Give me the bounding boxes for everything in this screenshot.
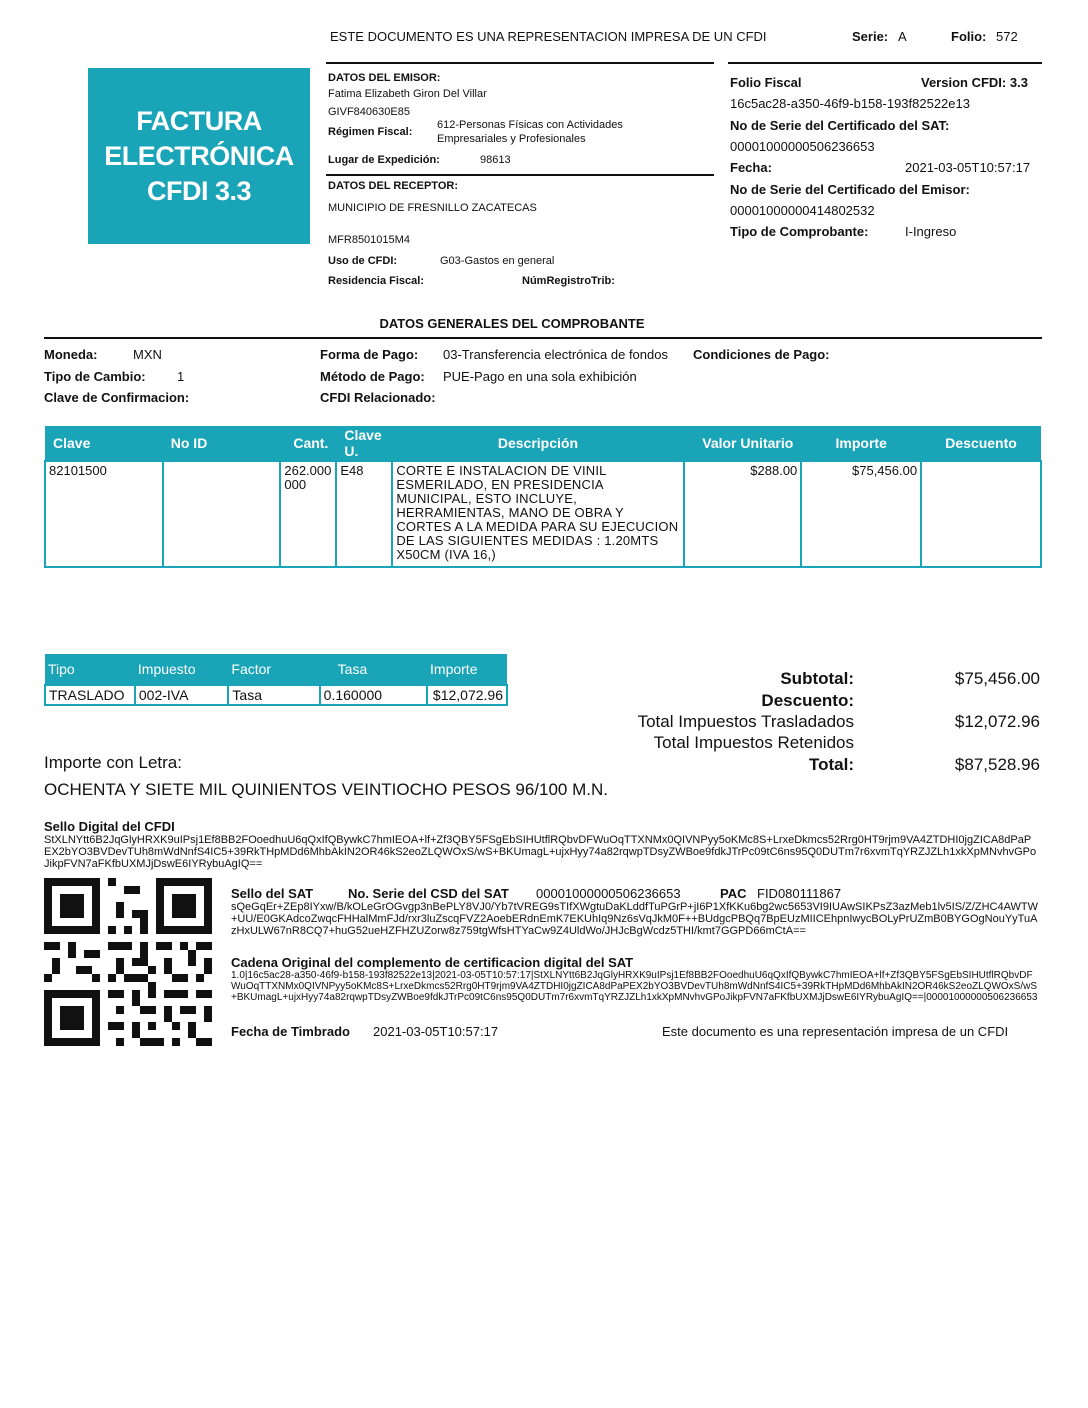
cell-descripcion: CORTE E INSTALACION DE VINIL ESMERILADO, EN PRESIDENCIA MUNICIPAL, ESTO INCLUYE, HERRAMIENTAS, MANO DE OBRA Y CORTES A LA MEDIDA PARA SU EJECUCION DE LAS SIGUIENTES MEDIDAS : 1.20MTS X50CM (IVA 16,) (392, 461, 683, 567)
emisor-top-rule (326, 62, 714, 64)
tipo-cambio-value: 1 (177, 369, 185, 384)
emisor-title: DATOS DEL EMISOR: (328, 72, 441, 84)
footer-note: Este documento es una representación impresa de un CFDI (662, 1024, 1009, 1039)
emisor-name: Fatima Elizabeth Giron Del Villar (328, 88, 487, 100)
receptor-title: DATOS DEL RECEPTOR: (328, 180, 458, 192)
cert-sat-label: No de Serie del Certificado del SAT: (730, 118, 950, 133)
logo-line-1: FACTURA (136, 105, 262, 136)
factura-logo (88, 68, 310, 244)
logo-line-3: CFDI 3.3 (146, 175, 252, 206)
tax-col-tasa: Tasa (320, 654, 427, 685)
cell-clave-u: E48 (336, 461, 392, 567)
cert-emisor-label: No de Serie del Certificado del Emisor: (730, 182, 970, 197)
cert-emisor-value: 00001000000414802532 (730, 203, 875, 218)
tipo-comprobante-value: I-Ingreso (905, 224, 957, 239)
tax-cell-tipo: TRASLADO (45, 685, 135, 705)
sello-cfdi-label: Sello Digital del CFDI (44, 819, 175, 834)
generales-title: DATOS GENERALES DEL COMPROBANTE (379, 316, 645, 331)
serie-label: Serie: (852, 29, 889, 44)
regimen-label: Régimen Fiscal: (328, 126, 413, 138)
emisor-rfc: GIVF840630E85 (328, 106, 410, 118)
folio-fiscal-value: 16c5ac28-a350-46f9-b158-193f82522e13 (730, 96, 970, 111)
metodo-pago-value: PUE-Pago en una sola exhibición (443, 369, 637, 384)
tipo-cambio-label: Tipo de Cambio: (44, 369, 146, 384)
forma-pago-value: 03-Transferencia electrónica de fondos (443, 347, 668, 362)
uso-cfdi-label: Uso de CFDI: (328, 255, 398, 267)
forma-pago-label: Forma de Pago: (320, 347, 419, 362)
col-descripcion: Descripción (392, 426, 683, 461)
receptor-top-rule (326, 174, 714, 176)
metodo-pago-label: Método de Pago: (320, 369, 425, 384)
col-descuento: Descuento (921, 426, 1041, 461)
pac-value: FID080111867 (757, 886, 842, 901)
cell-clave: 82101500 (45, 461, 163, 567)
lugar-label: Lugar de Expedición: (328, 154, 440, 166)
cell-descuento (921, 461, 1041, 567)
tax-cell-tasa: 0.160000 (320, 685, 427, 705)
total-value: $87,528.96 (954, 755, 1040, 774)
cert-sat-value: 00001000000506236653 (730, 139, 875, 154)
timbrado-label: Fecha de Timbrado (231, 1024, 350, 1039)
tipo-comprobante-label: Tipo de Comprobante: (730, 224, 869, 239)
receptor-rfc: MFR8501015M4 (328, 234, 410, 246)
col-no-id: No ID (163, 426, 281, 461)
folio-value: 572 (996, 29, 1018, 44)
col-clave: Clave (45, 426, 163, 461)
col-cant: Cant. (280, 426, 336, 461)
tax-cell-factor: Tasa (228, 685, 319, 705)
items-table (44, 426, 1042, 568)
folio-label: Folio: (951, 29, 987, 44)
pac-label: PAC (720, 886, 747, 901)
fecha-label: Fecha: (730, 160, 772, 175)
taxes-table (44, 654, 508, 706)
uso-cfdi-value: G03-Gastos en general (440, 255, 555, 267)
sello-sat-value: sQeGqEr+ZEp8IYxw/B/kOLeGrOGvgp3nBePLY8VJ0/Yb7tVREG9sTIfXWgtuDaKLddfTuPGrP+jI6P1XfKKu6bg2wc5653VI9IUAwSIKPsZ3azMeb1lv5IS/Z/ZHC4AWTW+UU/E0GKAdcoZwqcFHHalMmFJd/rxr3luZscqFVZ2AoebERdnEmK7EKUhIq9Nz6sVqJkM0F++BUdgcPBQq7BpEUzMIICEhpnIwycBOLyPrUZmB0BYGOgNouYyTuAzHxULW67nR8CQ7+huG52ueHZFHZUZorw8z759tgWfsHTYaCw9Z4UldWo/JHJcBgWcdz5THI/kmt7GGPD66mCtA== (231, 901, 1039, 937)
regimen-value-1: 612-Personas Físicas con Actividades (437, 119, 623, 131)
total-label: Total: (808, 755, 854, 774)
folio-fiscal-label: Folio Fiscal (730, 75, 802, 90)
tax-cell-importe: $12,072.96 (427, 685, 507, 705)
csd-sat-value: 00001000000506236653 (536, 886, 681, 901)
cell-importe: $75,456.00 (801, 461, 921, 567)
lugar-value: 98613 (480, 154, 511, 166)
descuento-label: Descuento: (761, 691, 854, 710)
subtotal-label: Subtotal: (780, 669, 854, 688)
subtotal-value: $75,456.00 (954, 669, 1040, 688)
qr-code-icon (44, 878, 212, 1046)
condiciones-label: Condiciones de Pago: (693, 347, 830, 362)
tax-col-impuesto: Impuesto (135, 654, 229, 685)
sello-cfdi-value: StXLNYtt6B2JqGlyHRXK9uIPsj1Ef8BB2FOoedhuU6qQxIfQBywkC7hmIEOA+lf+Zf3QBY5FSgEbSIHUtflRQbvDFWuOqTTXNMx0QIVNPyy5oKMc8S+LrxeDkmcs52Rrg0HT9rjm9VA4ZTDHI0jgZICA8dPaPEX2bYO3BVDevTUh8mWdNnfS4IC5+39RkTHpMDd6MhbAkIN2OR46kS2eoZLQWOxS/wS+BKUmagL+ujxHyy74a82rqwpTDsyZWBoe9fdkJTrPc09tC6ns95Q0DUTm7r6xvmTqYRZJZLh1xkXpMNvhvGPoJikpFVN7aFKfbUXMJjDswE6IYRybuAgIQ== (44, 834, 1037, 870)
tax-col-importe: Importe (427, 654, 507, 685)
csd-sat-label: No. Serie del CSD del SAT (348, 886, 509, 901)
serie-value: A (898, 29, 907, 44)
trasladados-value: $12,072.96 (954, 712, 1040, 731)
col-valor-unitario: Valor Unitario (684, 426, 802, 461)
version-cfdi-label: Version CFDI: 3.3 (921, 75, 1028, 90)
importe-letra-label: Importe con Letra: (44, 753, 182, 772)
moneda-value: MXN (133, 347, 162, 362)
numregistro-label: NúmRegistroTrib: (522, 275, 615, 287)
fiscal-top-rule (728, 62, 1042, 64)
tax-cell-impuesto: 002-IVA (135, 685, 229, 705)
timbrado-value: 2021-03-05T10:57:17 (373, 1024, 499, 1039)
fecha-value: 2021-03-05T10:57:17 (905, 160, 1031, 175)
trasladados-label: Total Impuestos Trasladados (637, 712, 854, 731)
taxes-header-row (45, 654, 507, 685)
table-row (45, 685, 507, 705)
retenidos-label: Total Impuestos Retenidos (653, 733, 854, 752)
col-clave-u: Clave U. (336, 426, 392, 461)
receptor-name: MUNICIPIO DE FRESNILLO ZACATECAS (328, 202, 537, 214)
regimen-value-2: Empresariales y Profesionales (437, 133, 586, 145)
moneda-label: Moneda: (44, 347, 98, 362)
logo-line-2: ELECTRÓNICA (104, 140, 294, 171)
cadena-label: Cadena Original del complemento de certificacion digital del SAT (231, 955, 634, 970)
residencia-label: Residencia Fiscal: (328, 275, 424, 287)
items-header-row (45, 426, 1041, 461)
cfdi-relacionado-label: CFDI Relacionado: (320, 390, 436, 405)
document-notice: ESTE DOCUMENTO ES UNA REPRESENTACION IMPRESA DE UN CFDI (330, 29, 767, 44)
importe-letra-value: OCHENTA Y SIETE MIL QUINIENTOS VEINTIOCHO PESOS 96/100 M.N. (44, 780, 608, 799)
generales-rule (44, 337, 1042, 339)
sello-sat-label: Sello del SAT (231, 886, 314, 901)
cell-valor-unitario: $288.00 (684, 461, 802, 567)
cell-cant: 262.000 000 (280, 461, 336, 567)
tax-col-factor: Factor (228, 654, 319, 685)
cell-no-id (163, 461, 281, 567)
table-row (45, 461, 1041, 567)
col-importe: Importe (801, 426, 921, 461)
cadena-value: 1.0|16c5ac28-a350-46f9-b158-193f82522e13|2021-03-05T10:57:17|StXLNYtt6B2JqGlyHRXK9uIPsj1Ef8BB2FOoedhuU6qQxIfQBywkC7hmIEOA+lf+Zf3QBY5FSgEbSIHUtflRQbvDFWuOqTTXNMx0QIVNPyy5oKMc8S+LrxeDkmcs52Rrg0HT9rjm9VA4ZTDHI0jgZICA8dPaPEX2bYO3BVDevTUh8mWdNnfS4IC5+39RkTHpMDd6MhbAkIN2OR46kS2eoZLQWOxS/wS+BKUmagL+ujxHyy74a82rqwpTDsyZWBoe9fdkJTrPc09tC6ns95Q0DUTm7r6xvmTqYRZJZLh1xkXpMNvhvGPoJikpFVN7aFKfbUXMJjDswE6IYRybuAgIQ==|00001000000506236653 (231, 970, 1038, 1003)
tax-col-tipo: Tipo (45, 654, 135, 685)
clave-confirmacion-label: Clave de Confirmacion: (44, 390, 190, 405)
